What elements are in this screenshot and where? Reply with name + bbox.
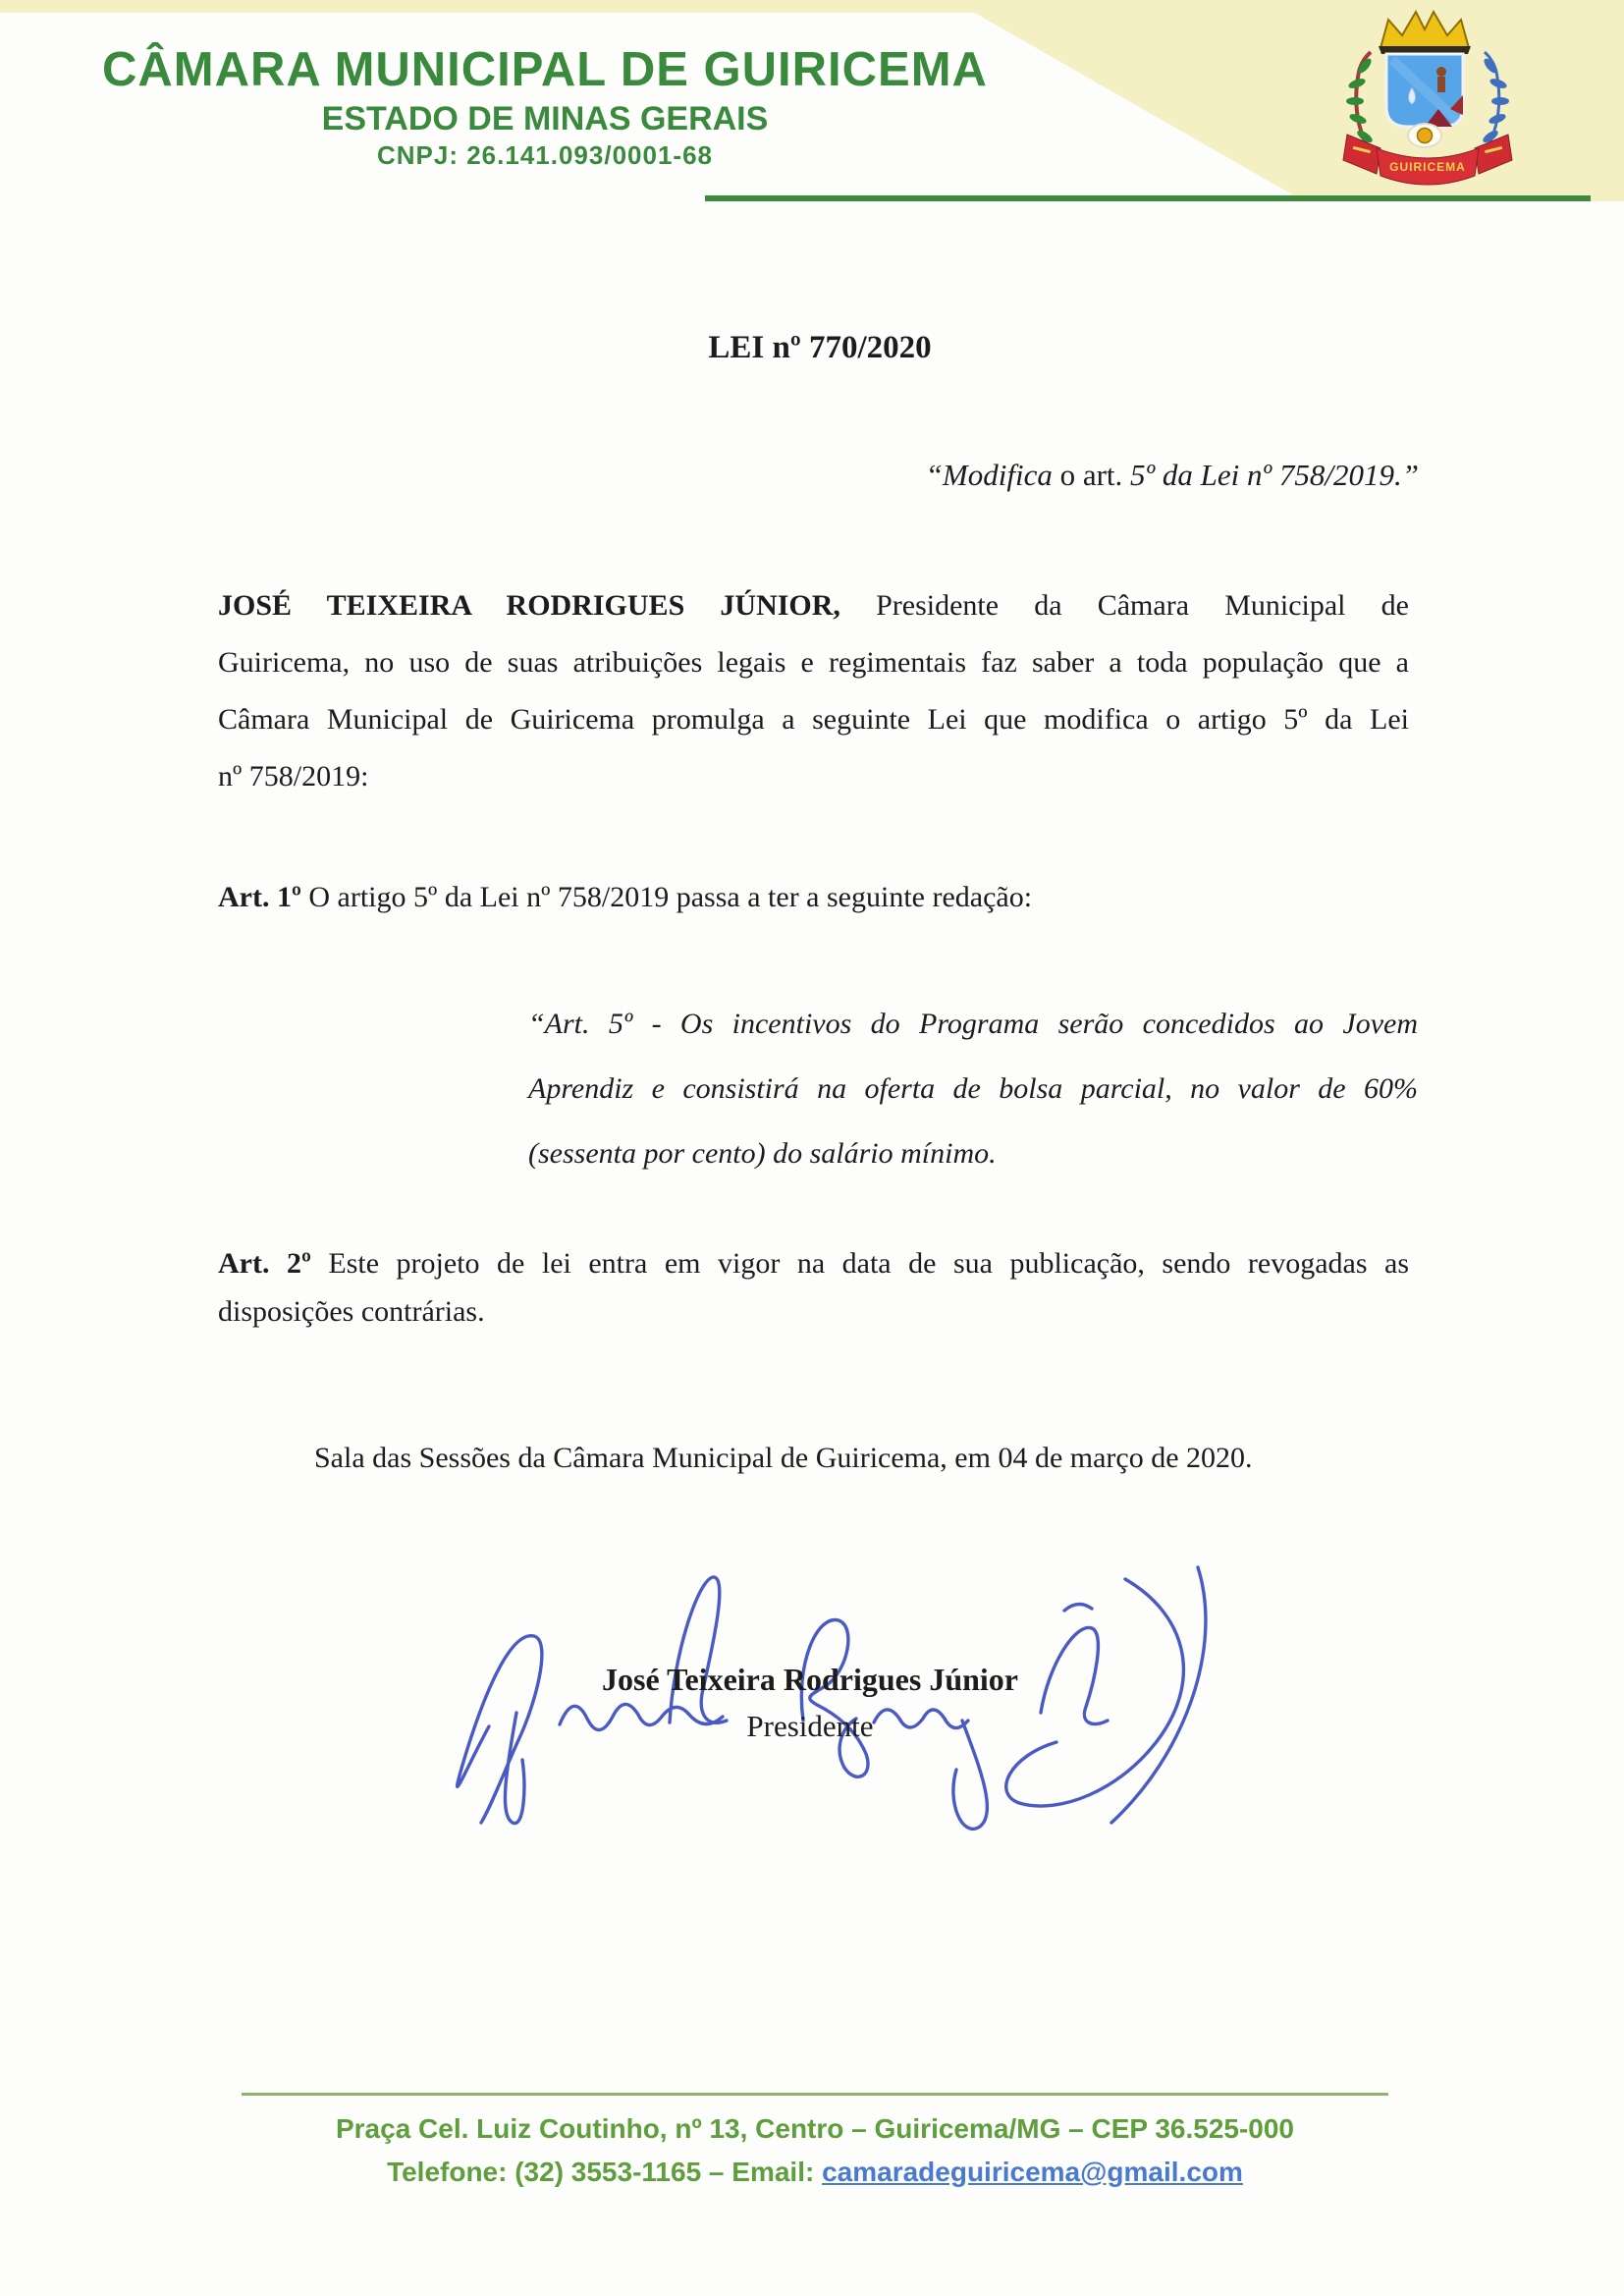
article-1-text: O artigo 5º da Lei nº 758/2019 passa a ter a seguinte redação: [300,881,1033,913]
article-1-label: Art. 1º [218,881,301,913]
horn-medallion-icon [1408,124,1441,147]
header-rule [705,195,1591,201]
epigraph-italic-open: “Modifica [925,458,1053,492]
epigraph [825,458,1419,493]
preamble-line-3: Câmara Municipal de Guiricema promulga a seguinte Lei que modifica o artigo 5º da Lei [218,703,1409,736]
article-2 [218,1239,1409,1336]
guiricema-coat-of-arms-icon [1314,4,1542,192]
preamble-paragraph [218,577,1409,805]
epigraph-roman: o art. [1052,458,1131,492]
signature-role: Presidente [746,1709,874,1743]
law-title: LEI nº 770/2020 [708,330,932,365]
footer-contact-label: Telefone: (32) 3553-1165 – Email: [387,2157,823,2187]
shield-icon [1386,54,1463,135]
crest-banner-text: GUIRICEMA [1389,160,1466,174]
preamble-line-2: Guiricema, no uso de suas atribuições legais e regimentais faz saber a toda população que a [218,646,1409,679]
letterhead [39,43,1051,171]
preamble-line-1: Presidente da Câmara Municipal de [839,589,1409,622]
article-1 [218,881,1475,914]
crown-icon [1379,12,1471,54]
quoted-article-text [528,992,1418,1186]
footer-address: Praça Cel. Luiz Coutinho, nº 13, Centro – Guiricema/MG – CEP 36.525-000 [335,2113,1295,2144]
org-state: ESTADO DE MINAS GERAIS [321,100,769,137]
signature-name: José Teixeira Rodrigues Júnior [601,1662,1018,1697]
footer-contact [0,2151,1624,2194]
quote-line-1: “Art. 5º - Os incentivos do Programa serão concedidos ao Jovem [528,1008,1418,1040]
org-cnpj: CNPJ: 26.141.093/0001-68 [376,140,713,170]
article-2-label: Art. 2º [218,1247,311,1280]
quote-line-2: Aprendiz e consistirá na oferta de bolsa parcial, no valor de 60% [528,1072,1418,1105]
email-link[interactable]: camaradeguiricema@gmail.com [822,2157,1243,2187]
article-2-line-2: disposições contrárias. [218,1295,485,1328]
quote-line-3: (sessenta por cento) do salário mínimo. [528,1137,997,1170]
epigraph-italic-close: 5º da Lei nº 758/2019.” [1130,458,1419,492]
org-name: CÂMARA MUNICIPAL DE GUIRICEMA [102,43,988,96]
article-2-line-1: Este projeto de lei entra em vigor na data de sua publicação, sendo revogadas as [310,1247,1410,1280]
dateline: Sala das Sessões da Câmara Municipal de Guiricema, em 04 de março de 2020. [314,1442,1253,1474]
preamble-name: JOSÉ TEIXEIRA RODRIGUES JÚNIOR, [218,589,840,622]
preamble-line-4: nº 758/2019: [218,760,369,793]
footer [0,2107,1624,2194]
footer-rule [242,2093,1388,2096]
